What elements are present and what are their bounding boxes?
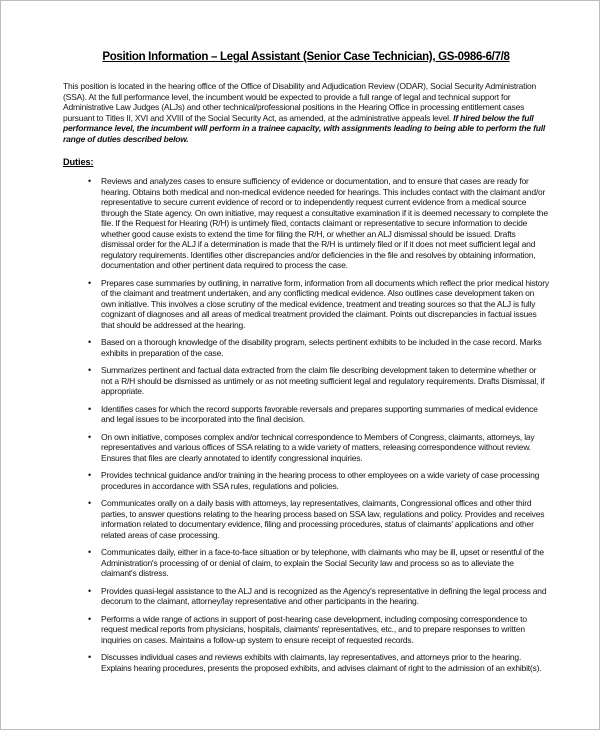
duty-item: • Summarizes pertinent and factual data extracted from the claim file describing development taken to determine whether or not a R/H should be dismissed as untimely or as not meeting sufficient legal and regulatory requirements. Drafts Dismissal, if appropriate. xyxy=(101,365,549,397)
intro-emphasis-text: If hired below the full performance level, the incumbent will perform in a trainee capacity, with assignments leading to being able to perform the full range of duties described below. xyxy=(63,112,546,144)
duties-list xyxy=(63,176,549,673)
document-title: Position Information – Legal Assistant (Senior Case Technician), GS-0986-6/7/8 xyxy=(102,51,510,63)
duties-heading: Duties: xyxy=(63,157,94,167)
duty-item: • Communicates daily, either in a face-to-face situation or by telephone, with claimants who may be ill, upset or resentful of the Administration's processing of or denial of claim, to explain the Social Security law and process so as to alleviate the claimant's distress. xyxy=(101,547,549,579)
duty-item: • Communicates orally on a daily basis with attorneys, lay representatives, claimants, Congressional offices and other third parties, to answer questions relating to the hearing process based on SSA law, regulations and policy. Provides and receives information related to documentary evidence, filing and processing procedures, status of claimants' applications and other related areas of case processing. xyxy=(101,498,549,540)
duty-item: • Performs a wide range of actions in support of post-hearing case development, including composing correspondence to request medical reports from physicians, hospitals, claimants' representatives, etc., and to prepare responses to written inquiries on cases. Maintains a follow-up system to ensure receipt of requested records. xyxy=(101,614,549,646)
duty-item: • Based on a thorough knowledge of the disability program, selects pertinent exhibits to be included in the case record. Marks exhibits in preparation of the case. xyxy=(101,337,549,358)
duty-item: • Prepares case summaries by outlining, in narrative form, information from all documents which reflect the prior medical history of the claimant and treatment undertaken, and any conflicting medical evidence. Also outlines case development taken on own initiative. This involves a close scrutiny of the medical evidence, treatment and treating sources so that the ALJ is fully cognizant of diagnoses and all areas of medical treatment provided the claimant. Points out discrepancies in factual issues that should be addressed at the hearing. xyxy=(101,278,549,331)
intro-text: This position is located in the hearing office of the Office of Disability and Adjudication Review (ODAR), Social Security Administration (SSA). At the full performance level, the incumbent would be expected to provide a full range of legal and technical support for Administrative Law Judges (ALJs) and other technical/professional positions in the Hearing Office in processing entitlement cases pursuant to Titles II, XVI and XVIII of the Social Security Act, as amended, at the administrative appeals level. xyxy=(63,81,537,123)
duty-item: • Identifies cases for which the record supports favorable reversals and prepares supporting summaries of medical evidence and legal issues to be incorporated into the final decision. xyxy=(101,404,549,425)
duty-item: • Provides quasi-legal assistance to the ALJ and is recognized as the Agency's representative in defining the legal process and decorum to the claimant, attorney/lay representative and other participants in the hearing. xyxy=(101,586,549,607)
position-description-page xyxy=(1,1,599,729)
duty-item: • Provides technical guidance and/or training in the hearing process to other employees on a wide variety of case processing procedures in accordance with SSA rules, regulations and policies. xyxy=(101,470,549,491)
duty-item: • On own initiative, composes complex and/or technical correspondence to Members of Congress, claimants, attorneys, lay representatives and various offices of SSA relating to a wide variety of matters, releasing correspondence without review. Ensures that files are clearly annotated to identify congressional inquiries. xyxy=(101,432,549,464)
intro-paragraph xyxy=(63,81,549,144)
duty-item: • Reviews and analyzes cases to ensure sufficiency of evidence or documentation, and to ensure that cases are ready for hearing. Obtains both medical and non-medical evidence needed for hearings. This includes contact with the claimant and/or representative to secure current evidence of record or to independently request current evidence from a medical source through the State agency. On own initiative, may request a consultative examination if it is deemed necessary to complete the file. If the Request for Hearing (R/H) is untimely filed, contacts claimant or representative to secure information to decide whether good cause exists to extend the time for filing the R/H, or whether an ALJ dismissal should be issued. Drafts dismissal order for the ALJ if a determination is made that the R/H is untimely filed or if it does not meet sufficient legal and regulatory requirements. Identifies other discrepancies and/or deficiencies in the file and resolves by obtaining information, documentation and other pertinent data required to process the case. xyxy=(101,176,549,271)
duty-item: • Discusses individual cases and reviews exhibits with claimants, lay representatives, and attorneys prior to the hearing. Explains hearing procedures, presents the proposed exhibits, and advises claimant of right to the admission of an exhibit(s). xyxy=(101,652,549,673)
